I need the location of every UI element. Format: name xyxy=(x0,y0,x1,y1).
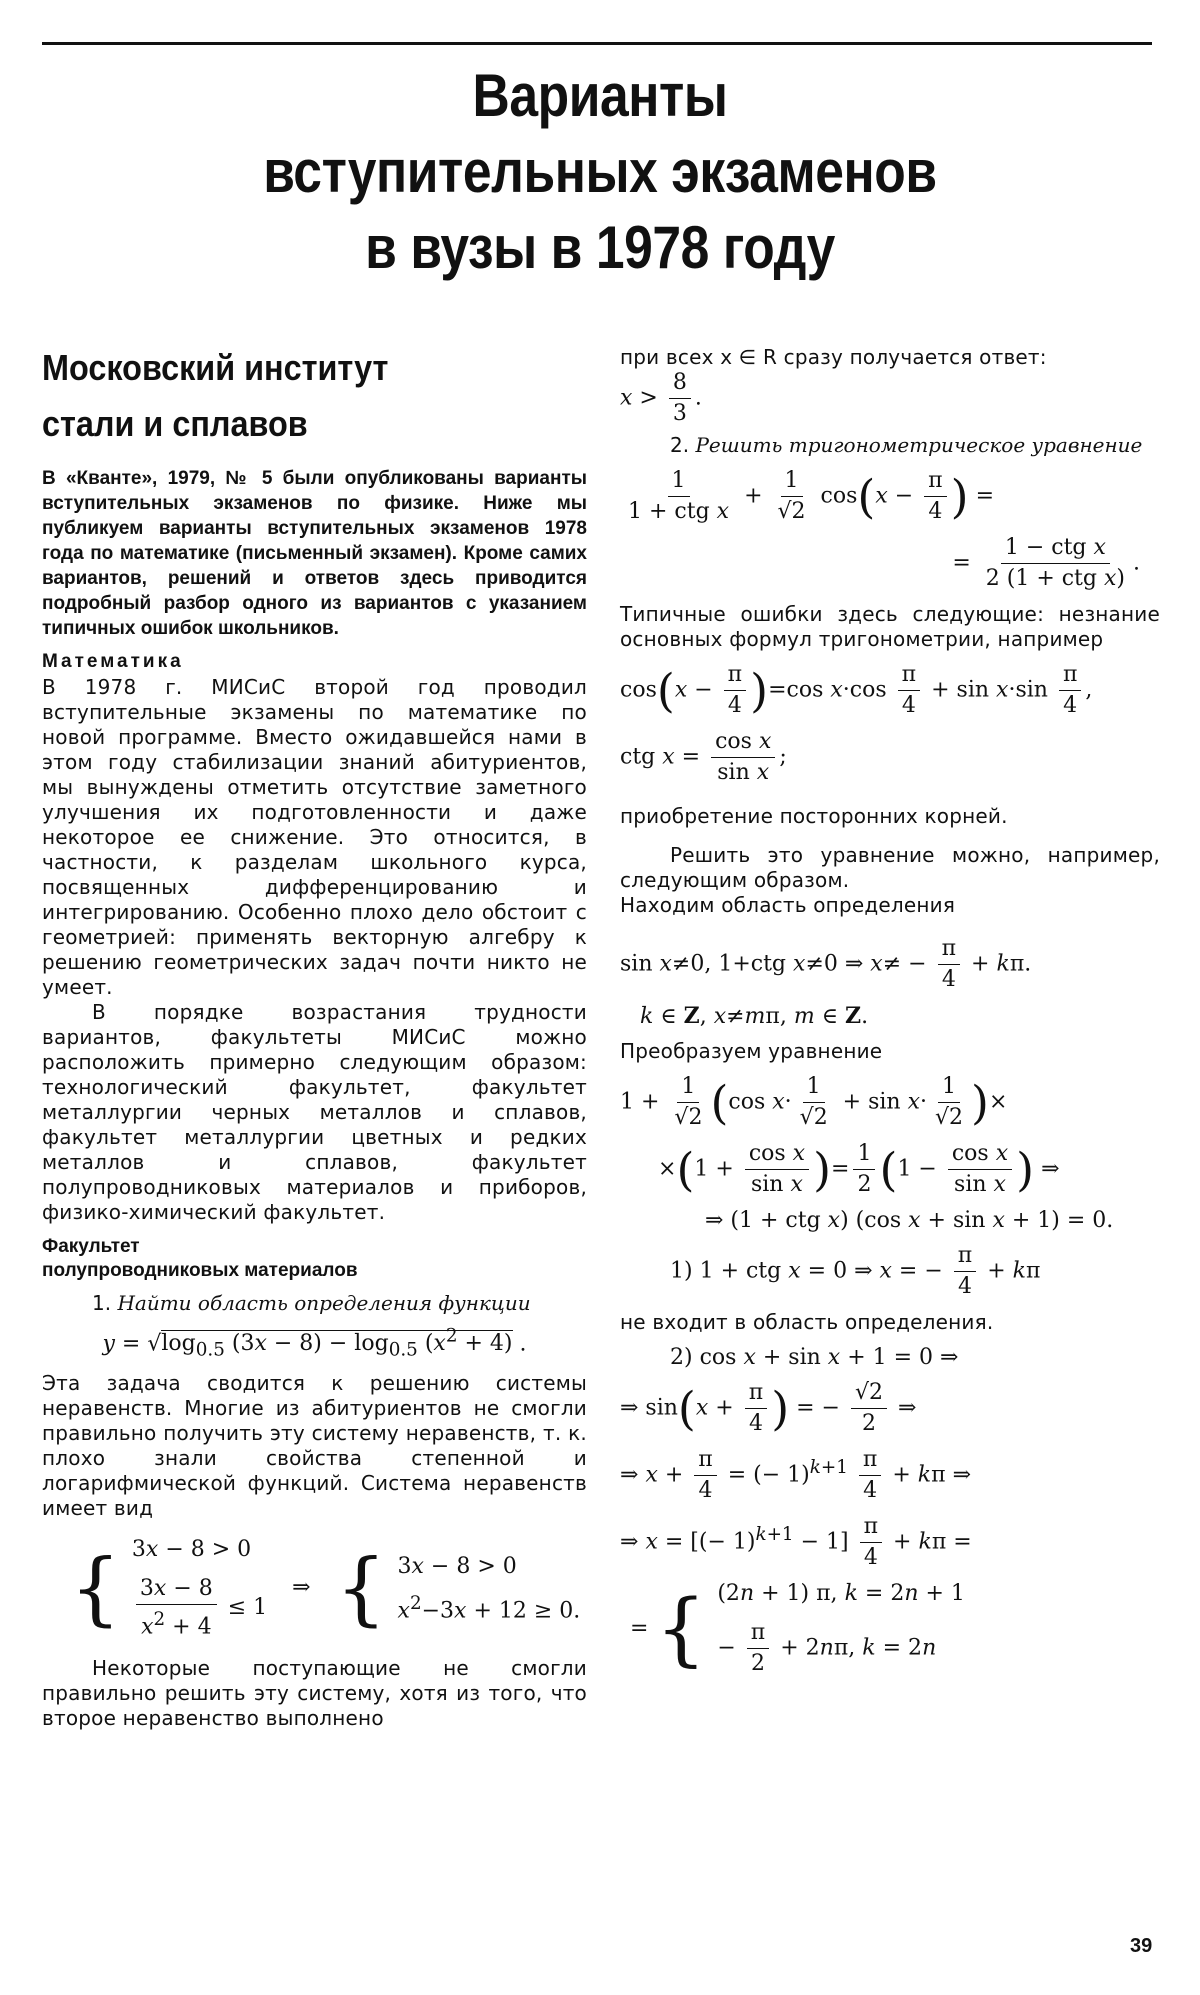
formula-case-2-step-2: ⇒ x + $\frac{\pi}{4}$ = (− 1)$^{k+1}$ $\frac{\pi}{4}$ + kπ ⇒ xyxy=(620,1447,972,1503)
formula-function: $y = √\log_{0.5}$ $(3x - 8) - \log_{0.5} (x^2 + 4)$ . xyxy=(102,1326,527,1361)
task-1-text: Найти область определения функции xyxy=(117,1291,531,1315)
formula-wrong-ctg: ctg x = $\frac{\text{cos x}}{\text{sin x}}$ ; xyxy=(620,729,787,785)
top-rule xyxy=(42,42,1152,45)
formula-transform-3: ⇒ (1 + ctg x) (cos x + sin x + 1) = 0. xyxy=(705,1208,1114,1233)
task-1-number: 1. xyxy=(92,1291,112,1315)
typical-errors-2: приобретение посторонних корней. xyxy=(620,804,1008,828)
transform-intro: Преобразуем уравнение xyxy=(620,1039,883,1063)
formula-case-2-step-1: ⇒ sin(x + $\frac{\pi}{4}$ ) = − $\frac{√2}{2}$ ⇒ xyxy=(620,1380,917,1436)
faculty-heading-line-2: полупроводниковых материалов xyxy=(42,1260,358,1281)
institute-title xyxy=(42,340,533,452)
formula-transform-2: ×(1 + $\frac{\text{cos x}}{\text{sin x}}$ )= $\frac{1}{2}$ (1 − $\frac{\text{cos x}}{\text{sin x}}$ ) ⇒ xyxy=(658,1141,1060,1197)
formula-wrong-cos: cos(x − $\frac{\pi}{4}$ )=cos x·cos $\frac{\pi}{4}$ + sin x·sin $\frac{\pi}{4}$ , xyxy=(620,662,1093,718)
intro-paragraph: В «Кванте», 1979, № 5 были опубликованы варианты вступительных экзаменов по физике. Ниже мы публикуем варианты вступительных экзаменов 1978 года по математике (письменный экзамен). Кроме самих вариантов, решений и ответов здесь приводится подробный разбор одного из вариантов с указанием типичных ошибок школьников. xyxy=(42,468,587,639)
formula-transform-1: 1 + $\frac{1}{√2}$ (cos x· $\frac{1}{√2}$ + sin x· $\frac{1}{√2}$ )× xyxy=(620,1074,1008,1130)
page-number: 39 xyxy=(1130,1935,1153,1957)
formula-case-2-result: = { (2n + 1) π, k = 2n + 1 − $\frac{\pi}{2}$ + 2nπ, k = 2n xyxy=(630,1581,965,1676)
task-2-number: 2. xyxy=(670,433,690,457)
answer-line: при всех x ∈ R сразу получается ответ: xyxy=(620,345,1047,369)
task-2-text: Решить тригонометрическое уравнение xyxy=(695,433,1143,457)
title-line-3: в вузы в 1978 году xyxy=(365,214,835,281)
formula-case-2: 2) cos x + sin x + 1 = 0 ⇒ xyxy=(670,1345,959,1370)
title-line-2: вступительных экзаменов xyxy=(263,138,937,205)
title-line-1: Варианты xyxy=(472,62,728,129)
formula-answer-1: x > $\frac{8}{3}$ . xyxy=(620,370,702,426)
formula-case-1: 1) 1 + ctg x = 0 ⇒ x = − $\frac{\pi}{4}$ + kπ xyxy=(670,1243,1041,1299)
page-title xyxy=(170,58,1030,286)
domain-intro: Находим область определения xyxy=(620,893,956,917)
faculty-heading xyxy=(42,1235,587,1283)
math-paragraph-2: В порядке возрастания трудности вариантов, факультеты МИСиС можно расположить примерно следующим образом: технологический факультет, факультет металлургии черных металлов и сплавов, факультет металлургии цветных и редких металлов и сплавов, факультет полупроводниковых материалов и приборов, физико-химический факультет. xyxy=(42,1000,587,1224)
formula-system: { 3x − 8 > 0 $\frac{3x - 8}{x^2 + 4}$ ≤ 1 ⇒ { 3x − 8 > 0 $x^2-3x + 12 \ge 0$. xyxy=(70,1536,581,1640)
formula-domain-2: k ∈ Z, x≠mπ, m ∈ Z. xyxy=(640,1003,869,1029)
formula-equation-rhs: = $\frac{\text{1 − ctg x}}{\text{2 (1 + ctg x)}}$ . xyxy=(952,535,1140,591)
solution-intro: Решить это уравнение можно, например, следующим образом. xyxy=(620,843,1160,892)
left-column xyxy=(42,340,587,1731)
task-1-explanation: Эта задача сводится к решению системы неравенств. Многие из абитуриентов не смогли правильно получить эту систему неравенств, т. к. плохо знали свойства степенной и логарифмической функций. Система неравенств имеет вид xyxy=(42,1370,587,1520)
task-2 xyxy=(620,433,1160,458)
right-column xyxy=(620,345,1160,1687)
institute-title-line-1: Московский институт xyxy=(42,347,389,388)
typical-errors: Типичные ошибки здесь следующие: незнание основных формул тригонометрии, например xyxy=(620,602,1160,651)
not-in-domain: не входит в область определения. xyxy=(620,1310,994,1334)
formula-equation: $\frac{1}{\text{1 + ctg x}}$ + $\frac{1}{√2}$ cos(x − $\frac{\pi}{4}$ ) = xyxy=(628,468,995,524)
section-title-math: Математика xyxy=(42,651,184,672)
faculty-heading-line-1: Факультет xyxy=(42,1236,140,1257)
formula-case-2-step-3: ⇒ x = [(− 1)$^{k+1}$ − 1] $\frac{\pi}{4}$ + kπ = xyxy=(620,1514,972,1570)
task-1 xyxy=(42,1291,587,1316)
math-paragraph-1: В 1978 г. МИСиС второй год проводил вступительные экзамены по математике по новой программе. Вместо ожидавшейся нами в этом году стабилизации знаний абитуриентов, мы вынуждены отметить отсутствие заметного улучшения их подготовленности и даже некоторое ее снижение. Это относится, в частности, к разделам школьного курса, посвященных дифференцированию и интегрированию. Особенно плохо дело обстоит с геометрией: применять векторную алгебру к решению геометрических задач почти никто не умеет. xyxy=(42,675,587,999)
institute-title-line-2: стали и сплавов xyxy=(42,403,308,444)
formula-domain: sin x≠0, 1+ctg x≠0 ⇒ x≠ − $\frac{\pi}{4}$ + kπ. xyxy=(620,936,1032,992)
task-1-continuation: Некоторые поступающие не смогли правильно решить эту систему, хотя из того, что второе неравенство выполнено xyxy=(42,1656,587,1731)
